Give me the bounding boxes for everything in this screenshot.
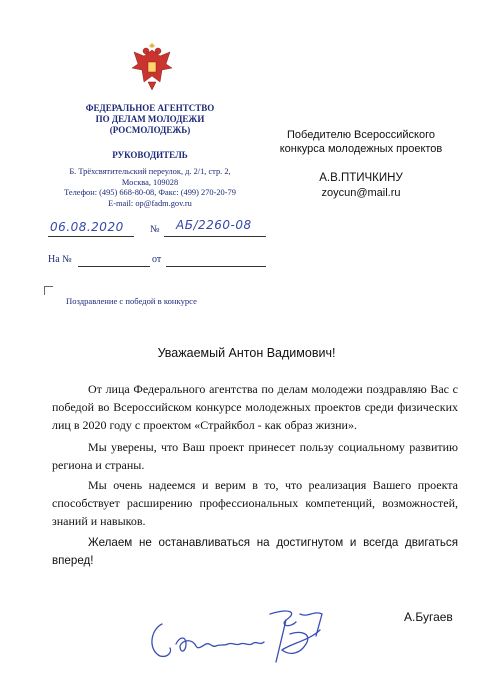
signer-name: А.Бугаев (404, 610, 453, 624)
body-paragraph: Мы очень надеемся и верим в то, что реализация Вашего проекта способствует расширению профессиональных компетенций, возможностей, знаний и навыков. (52, 478, 458, 528)
salutation: Уважаемый Антон Вадимович! (157, 346, 336, 360)
agency-name-line: (РОСМОЛОДЕЖЬ) (109, 125, 191, 135)
recipient-title (264, 128, 458, 156)
recipient-name: А.В.ПТИЧКИНУ (319, 172, 403, 184)
on-number-label: На № (48, 254, 72, 265)
registration-number: АБ/2260-08 (176, 218, 252, 232)
agency-name (68, 103, 232, 136)
recipient-title-line: Победителю Всероссийского (287, 129, 435, 141)
body-paragraph: Мы уверены, что Ваш проект принесет пользу социальному развитию региона и страны. (52, 440, 458, 472)
handwritten-signature (140, 600, 340, 670)
agency-address (60, 167, 240, 209)
body-paragraph: Желаем не останавливаться на достигнутом и всегда двигаться вперед! (52, 536, 458, 567)
recipient-title-line: конкурса молодежных проектов (279, 143, 443, 155)
number-prefix: № (150, 224, 160, 235)
from-label: от (152, 254, 162, 265)
address-line: Москва, 109028 (121, 177, 179, 187)
registration-reference (48, 252, 278, 268)
agency-name-line: ПО ДЕЛАМ МОЛОДЕЖИ (95, 114, 205, 124)
subject-corner-mark (44, 286, 53, 295)
recipient-email: zoycun@mail.ru (321, 187, 401, 199)
body-paragraph: От лица Федерального агентства по делам молодежи поздравляю Вас с победой во Всероссийском конкурсе молодежных проектов среди физических лиц в 2020 году с проектом «Страйкбол - как образ жизни». (52, 382, 458, 432)
subject-line: Поздравление с победой в конкурсе (66, 296, 197, 306)
agency-name-line: ФЕДЕРАЛЬНОЕ АГЕНТСТВО (85, 103, 215, 113)
registration-date: 06.08.2020 (50, 220, 124, 234)
address-line: Б. Трёхсвятительский переулок, д. 2/1, стр. 2, (69, 167, 231, 176)
head-title: РУКОВОДИТЕЛЬ (112, 150, 188, 160)
coat-of-arms-icon (130, 42, 174, 94)
registration-date-number (48, 220, 278, 236)
address-line: Телефон: (495) 668-80-08, Факс: (499) 270-20-79 (64, 188, 236, 197)
address-line: E-mail: op@fadm.gov.ru (108, 198, 192, 208)
